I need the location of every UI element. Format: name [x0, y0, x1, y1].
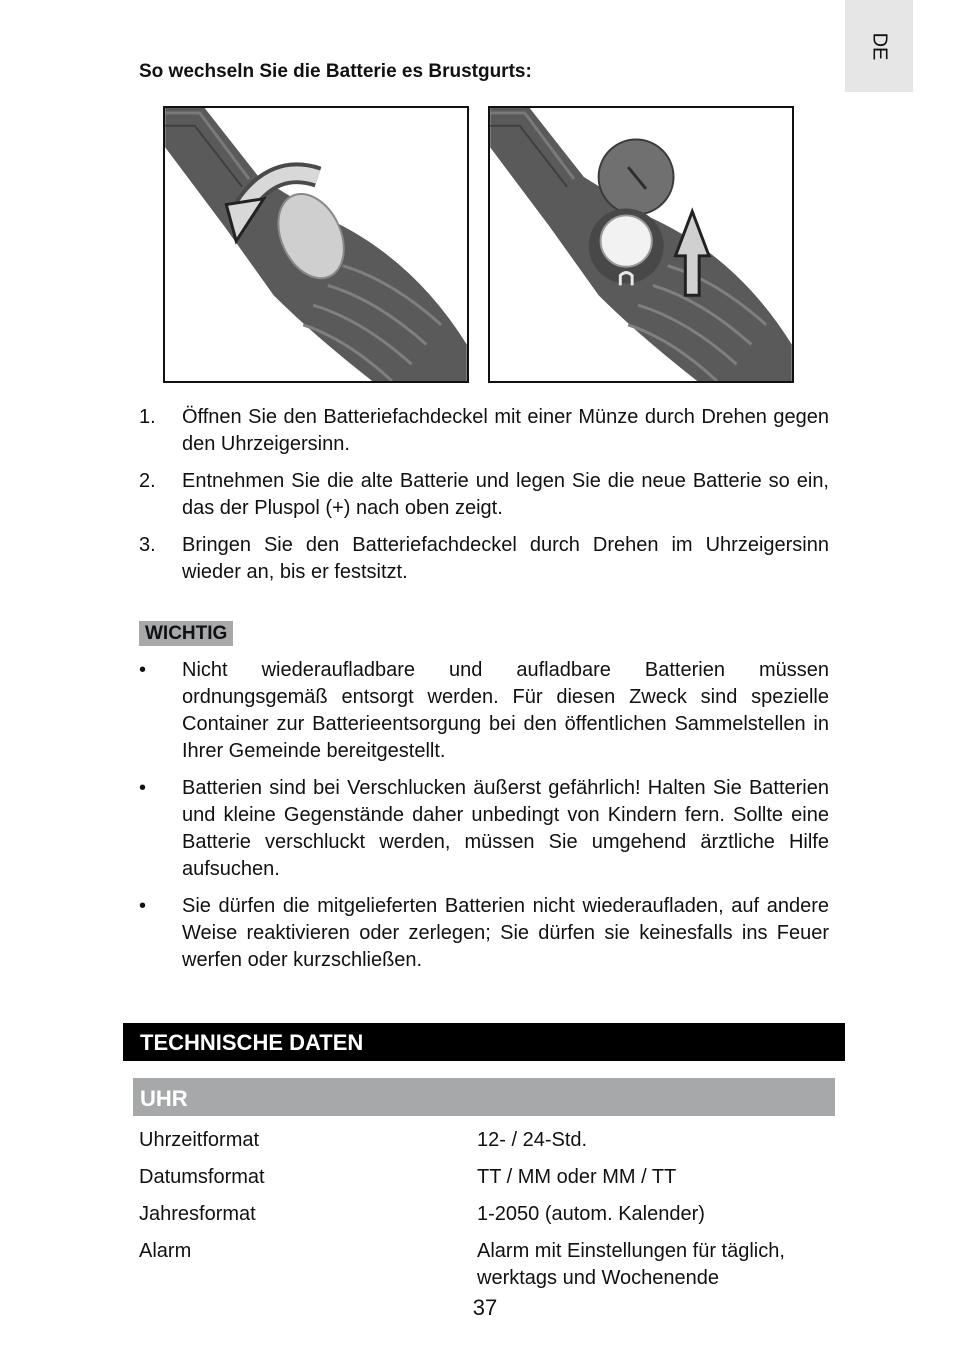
clock-section-title: UHR [133, 1078, 835, 1116]
step-text: Entnehmen Sie die alte Batterie und legen Sie die neue Batterie so ein, das der Pluspol (+) nach oben zeigt. [182, 470, 829, 519]
table-row [139, 1201, 839, 1228]
page-number: 37 [472, 1295, 498, 1320]
step-text: Bringen Sie den Batteriefachdeckel durch Drehen im Uhrzeigersinn wieder an, bis er festsitzt. [182, 534, 829, 583]
bullet-mark: • [139, 777, 147, 799]
list-item [139, 532, 829, 586]
list-item [139, 468, 829, 522]
spec-table [139, 1127, 839, 1302]
bullet-mark: • [139, 659, 147, 681]
section-heading: So wechseln Sie die Batterie es Brustgurts: [139, 61, 532, 82]
language-tab [845, 0, 913, 92]
important-notes [139, 657, 829, 984]
step-text: Öffnen Sie den Batteriefachdeckel mit einer Münze durch Drehen gegen den Uhrzeigersinn. [182, 406, 829, 455]
instruction-steps [139, 404, 829, 596]
spec-label: Uhrzeitformat [139, 1129, 260, 1151]
spec-value: 1-2050 (autom. Kalender) [477, 1203, 705, 1225]
bullet-mark: • [139, 895, 147, 917]
spec-label: Alarm [139, 1240, 192, 1262]
strap-illustration-open [165, 108, 467, 381]
step-number: 1. [139, 406, 156, 428]
language-label: DE [868, 32, 891, 60]
figure-open-cover [163, 106, 469, 383]
spec-label: Datumsformat [139, 1166, 265, 1188]
step-number: 3. [139, 534, 156, 556]
figure-replace-battery [488, 106, 794, 383]
bullet-text: Batterien sind bei Verschlucken äußerst gefährlich! Halten Sie Batterien und kleine Gegenstände daher unbedingt von Kindern fern. Sollte eine Batterie verschluckt werden, müssen Sie umgehend ärztliche Hilfe aufsuchen. [182, 777, 829, 880]
table-row [139, 1238, 839, 1292]
bullet-text: Sie dürfen die mitgelieferten Batterien nicht wiederaufladen, auf andere Weise reaktivieren oder zerlegen; Sie dürfen sie keinesfalls ins Feuer werfen oder kurzschließen. [182, 895, 829, 971]
important-label: WICHTIG [139, 621, 233, 646]
step-number: 2. [139, 470, 156, 492]
tech-data-title: TECHNISCHE DATEN [123, 1023, 845, 1061]
list-item [139, 657, 829, 765]
table-row [139, 1127, 839, 1154]
spec-label: Jahresformat [139, 1203, 256, 1225]
spec-value: Alarm mit Einstellungen für täglich, werktags und Wochenende [477, 1240, 785, 1289]
bullet-text: Nicht wiederaufladbare und aufladbare Batterien müssen ordnungsgemäß entsorgt werden. Für diesen Zweck sind spezielle Container zur Batterieentsorgung bei den öffentlichen Sammelstellen in Ihrer Gemeinde bereitgestellt. [182, 659, 829, 762]
strap-illustration-battery [490, 108, 792, 381]
list-item [139, 775, 829, 883]
spec-value: TT / MM oder MM / TT [477, 1166, 677, 1188]
table-row [139, 1164, 839, 1191]
list-item [139, 893, 829, 974]
spec-value: 12- / 24-Std. [477, 1129, 588, 1151]
list-item [139, 404, 829, 458]
